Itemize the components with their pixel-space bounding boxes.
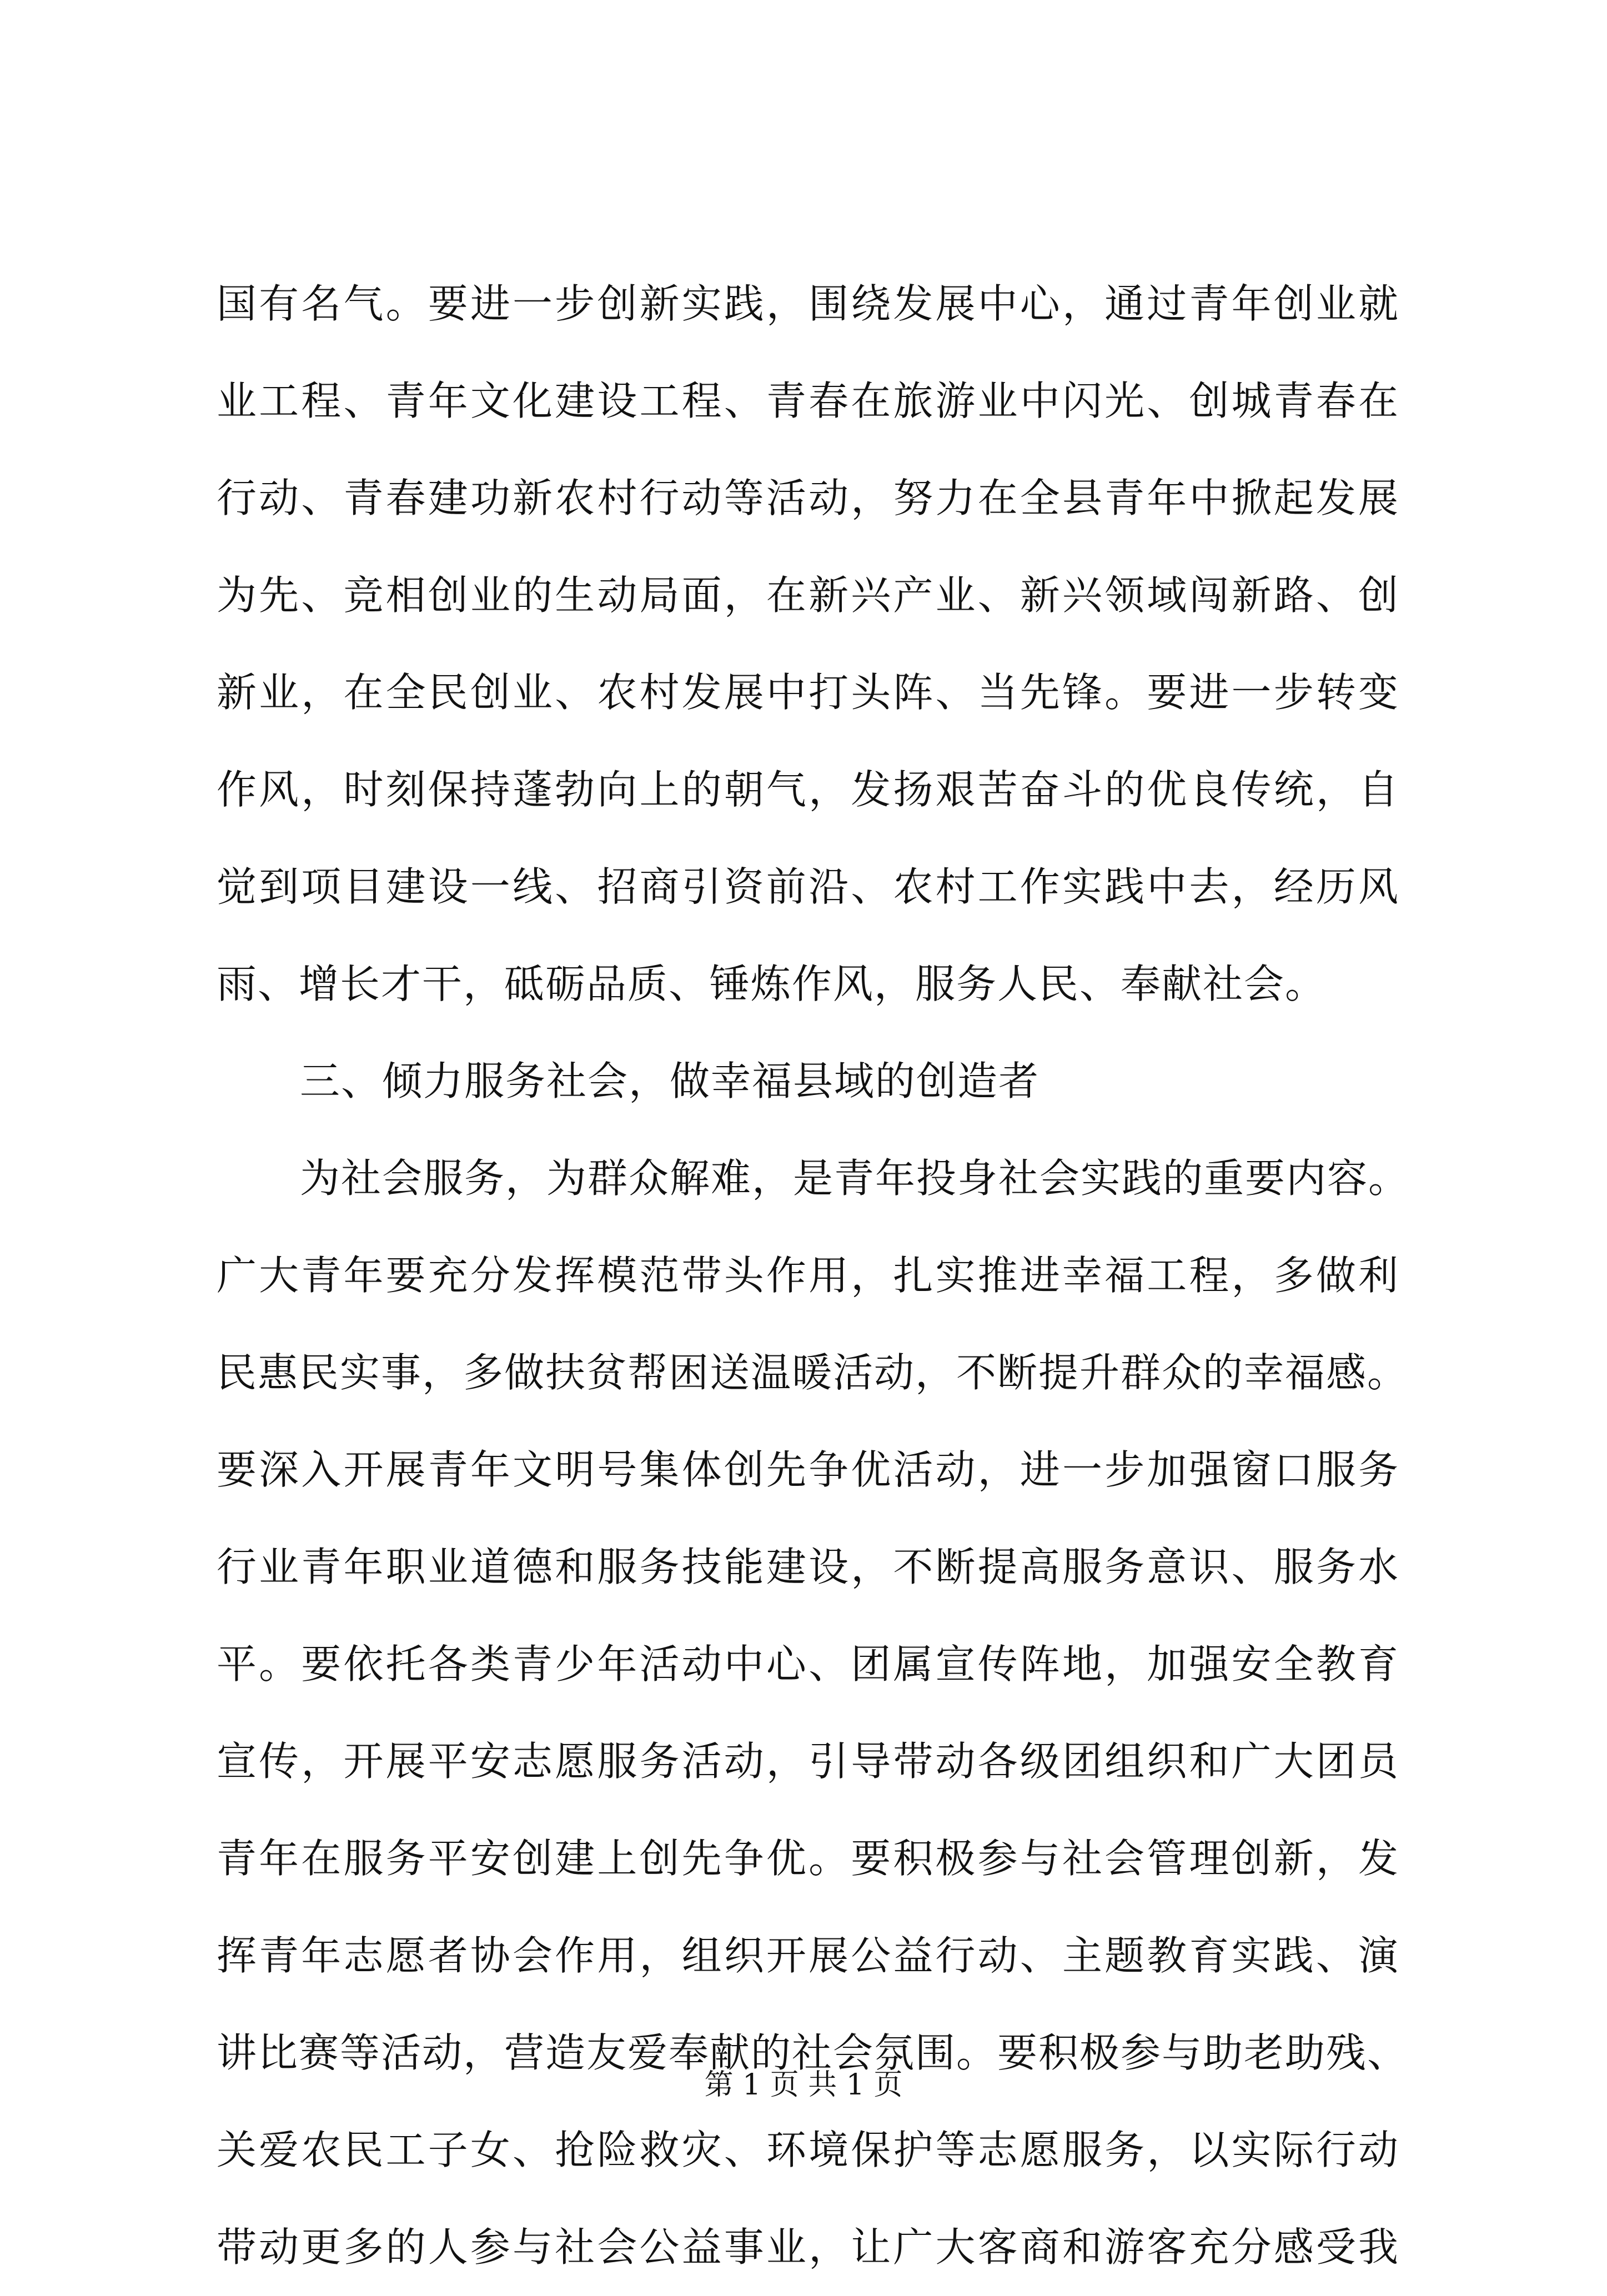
paragraph-line: 行动、青春建功新农村行动等活动，努力在全县青年中掀起发展: [217, 475, 1399, 521]
paragraph-line: 觉到项目建设一线、招商引资前沿、农村工作实践中去，经历风: [217, 863, 1399, 910]
section-heading: 三、倾力服务社会，做幸福县域的创造者: [300, 1058, 1040, 1104]
paragraph-line: 雨、增长才干，砥砺品质、锤炼作风，服务人民、奉献社会。: [217, 961, 1327, 1007]
paragraph-line: 为社会服务，为群众解难，是青年投身社会实践的重要内容。: [300, 1155, 1410, 1202]
paragraph-line: 为先、竞相创业的生动局面，在新兴产业、新兴领域闯新路、创: [217, 572, 1399, 619]
paragraph-line: 关爱农民工子女、抢险救灾、环境保护等志愿服务，以实际行动: [217, 2127, 1399, 2173]
paragraph-line: 作风，时刻保持蓬勃向上的朝气，发扬艰苦奋斗的优良传统，自: [217, 766, 1399, 813]
paragraph-line: 业工程、青年文化建设工程、青春在旅游业中闪光、创城青春在: [217, 378, 1399, 424]
paragraph-line: 挥青年志愿者协会作用，组织开展公益行动、主题教育实践、演: [217, 1932, 1399, 1979]
paragraph-line: 讲比赛等活动，营造友爱奉献的社会氛围。要积极参与助老助残、: [217, 2029, 1409, 2076]
paragraph-line: 国有名气。要进一步创新实践，围绕发展中心，通过青年创业就: [217, 280, 1399, 327]
document-body: [217, 255, 1410, 2296]
paragraph-line: 青年在服务平安创建上创先争优。要积极参与社会管理创新，发: [217, 1835, 1399, 1882]
paragraph-line: 民惠民实事，多做扶贫帮困送温暖活动，不断提升群众的幸福感。: [217, 1349, 1409, 1396]
paragraph-line: 新业，在全民创业、农村发展中打头阵、当先锋。要进一步转变: [217, 669, 1399, 716]
paragraph-line: 行业青年职业道德和服务技能建设，不断提高服务意识、服务水: [217, 1544, 1399, 1590]
paragraph-line: 宣传，开展平安志愿服务活动，引导带动各级团组织和广大团员: [217, 1738, 1399, 1785]
paragraph-line: 带动更多的人参与社会公益事业，让广大客商和游客充分感受我: [217, 2224, 1399, 2270]
paragraph-line: 平。要依托各类青少年活动中心、团属宣传阵地，加强安全教育: [217, 1641, 1399, 1687]
page-number: 第 1 页 共 1 页: [704, 2068, 903, 2102]
paragraph-line: 要深入开展青年文明号集体创先争优活动，进一步加强窗口服务: [217, 1446, 1399, 1493]
paragraph-line: 广大青年要充分发挥模范带头作用，扎实推进幸福工程，多做利: [217, 1252, 1399, 1299]
page-footer: [0, 2066, 1607, 2104]
